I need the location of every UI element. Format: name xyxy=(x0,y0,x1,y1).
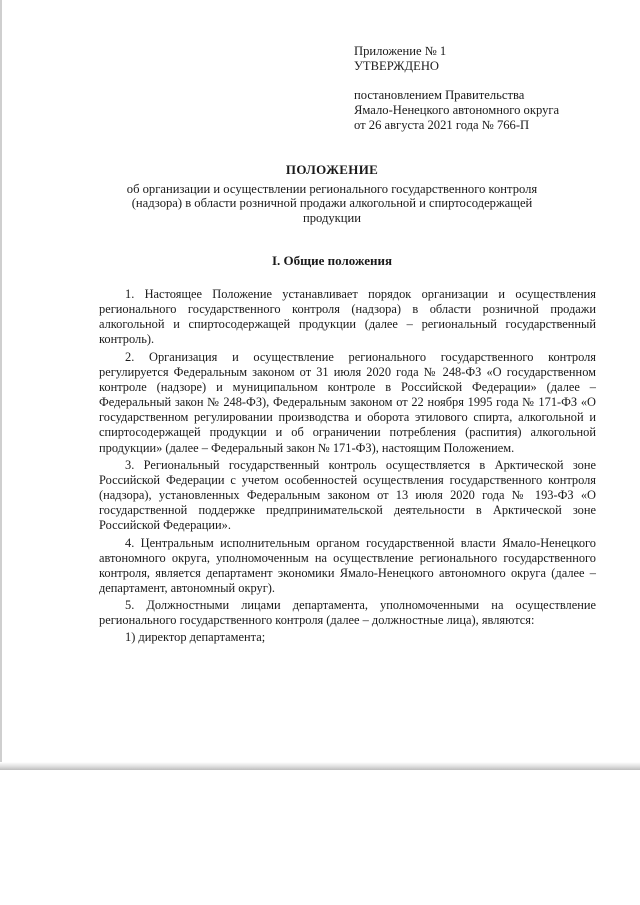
date-number-line: от 26 августа 2021 года № 766-П xyxy=(354,118,530,132)
paragraph-5: 5. Должностными лицами департамента, уполномоченными на осуществление регионального государственного контроля (далее – должностные лица), являются: xyxy=(99,598,596,628)
region-line: Ямало-Ненецкого автономного округа xyxy=(354,103,560,117)
resolution-line: постановлением Правительства xyxy=(354,88,525,102)
title-heading: ПОЛОЖЕНИЕ xyxy=(285,162,379,177)
list-item-1: 1) директор департамента; xyxy=(125,630,266,645)
section-heading: I. Общие положения xyxy=(272,253,392,268)
paragraph-2: 2. Организация и осуществление регионального государственного контроля регулируется Федеральным законом от 31 июля 2020 года № 248-ФЗ «О государственном контроле (надзоре) и муниципальном контроле в Российской Федерации» (далее – Федеральный закон № 248-ФЗ), Федеральным законом от 22 ноября 1995 года № 171-ФЗ «О государственном регулировании производства и оборота этилового спирта, алкогольной и спиртосодержащей продукции и об ограничении потребления (распития) алкогольной продукции» (далее – Федеральный закон № 171-ФЗ), настоящим Положением. xyxy=(99,349,596,455)
document-title xyxy=(72,163,592,225)
title-subtitle-line-2: (надзора) в области розничной продажи алкогольной и спиртосодержащей xyxy=(131,196,533,211)
paragraph-3: 3. Региональный государственный контроль осуществляется в Арктической зоне Российской Федерации с учетом особенностей осуществления государственного контроля (надзора), установленных Федеральным законом от 13 июля 2020 года № 193-ФЗ «О государственной поддержке предпринимательской деятельности в Арктической зоне Российской Федерации». xyxy=(99,457,596,533)
appendix-number: Приложение № 1 xyxy=(354,44,447,58)
approved-label: УТВЕРЖДЕНО xyxy=(354,59,440,73)
paragraph-1: 1. Настоящее Положение устанавливает порядок организации и осуществления регионального государственного контроля (надзора) в области розничной продажи алкогольной и спиртосодержащей продукции (далее – региональный государственный контроль). xyxy=(99,287,596,347)
approval-stamp xyxy=(354,44,624,133)
title-subtitle-line-3: продукции xyxy=(302,210,361,225)
title-subtitle-line-1: об организации и осуществлении регионального государственного контроля xyxy=(126,181,538,196)
page-bottom-edge xyxy=(0,762,640,770)
document-body xyxy=(99,281,596,648)
paragraph-4: 4. Центральным исполнительным органом государственной власти Ямало-Ненецкого автономного округа, уполномоченным на осуществление регионального государственного контроля, является департамент экономики Ямало-Ненецкого автономного округа (далее – департамент, автономный округ). xyxy=(99,535,596,595)
